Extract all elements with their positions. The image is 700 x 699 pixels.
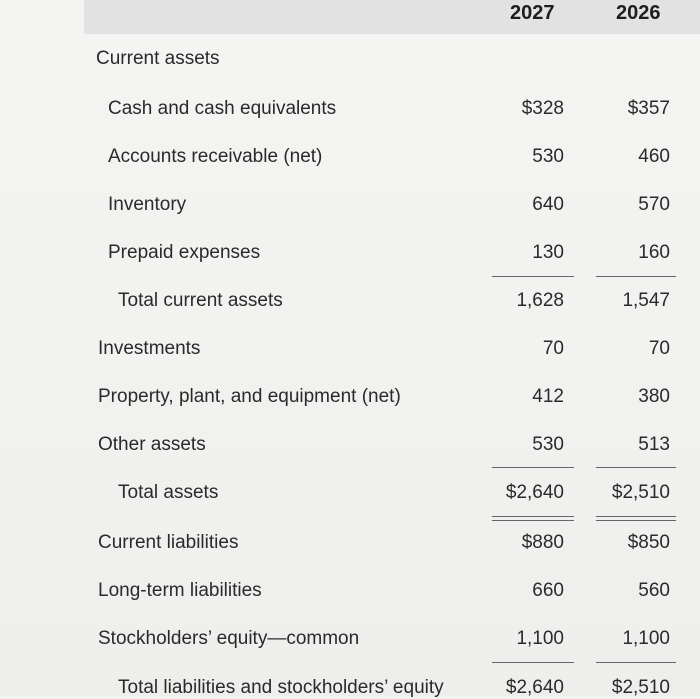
row-value-2027: 640 (532, 194, 564, 215)
row-value-2027: $880 (521, 532, 564, 553)
row-value-2026: 460 (638, 146, 670, 167)
row-value-2026: 1,547 (622, 290, 670, 311)
row-value-2027: 530 (532, 434, 564, 455)
row-label: Current liabilities (98, 532, 239, 553)
subtotal-rule (492, 467, 574, 468)
row-value-2027: $328 (521, 98, 564, 119)
section-heading-current-assets: Current assets (96, 48, 220, 69)
row-value-2027: 1,628 (516, 290, 564, 311)
row-value-2026: $850 (627, 532, 670, 553)
row-value-2026: $357 (627, 98, 670, 119)
row-value-2027: 130 (532, 242, 564, 263)
row-label: Long-term liabilities (98, 580, 262, 601)
column-header-2027: 2027 (510, 2, 555, 24)
row-label: Investments (98, 338, 201, 359)
row-value-2026: $2,510 (611, 482, 670, 503)
row-value-2026: 560 (638, 580, 670, 601)
subtotal-rule (596, 662, 676, 663)
row-value-2027: 412 (532, 386, 564, 407)
subtotal-rule (492, 662, 574, 663)
row-value-2026: 570 (638, 194, 670, 215)
row-value-2026: 380 (638, 386, 670, 407)
subtotal-rule (596, 467, 676, 468)
subtotal-rule (596, 276, 676, 277)
row-value-2026: 70 (648, 338, 670, 359)
row-label: Prepaid expenses (108, 242, 261, 263)
row-label: Accounts receivable (net) (108, 146, 323, 167)
row-value-2027: 1,100 (516, 628, 564, 649)
row-label-total: Total liabilities and stockholders’ equity (118, 677, 444, 698)
row-value-2027: 530 (532, 146, 564, 167)
row-label: Other assets (98, 434, 206, 455)
row-label-total: Total assets (118, 482, 219, 503)
row-label-total: Total current assets (118, 290, 283, 311)
row-value-2027: 660 (532, 580, 564, 601)
row-value-2027: 70 (542, 338, 564, 359)
row-value-2026: $2,510 (611, 677, 670, 698)
row-label: Property, plant, and equipment (net) (98, 386, 401, 407)
row-label: Cash and cash equivalents (108, 98, 337, 119)
row-value-2027: $2,640 (505, 677, 564, 698)
row-value-2026: 1,100 (622, 628, 670, 649)
column-header-band (84, 0, 700, 34)
row-label: Inventory (108, 194, 187, 215)
total-double-rule (492, 516, 574, 521)
row-value-2026: 513 (638, 434, 670, 455)
total-double-rule (596, 516, 676, 521)
row-value-2026: 160 (638, 242, 670, 263)
subtotal-rule (492, 276, 574, 277)
column-header-2026: 2026 (616, 2, 661, 24)
row-value-2027: $2,640 (505, 482, 564, 503)
row-label: Stockholders’ equity—common (98, 628, 360, 649)
